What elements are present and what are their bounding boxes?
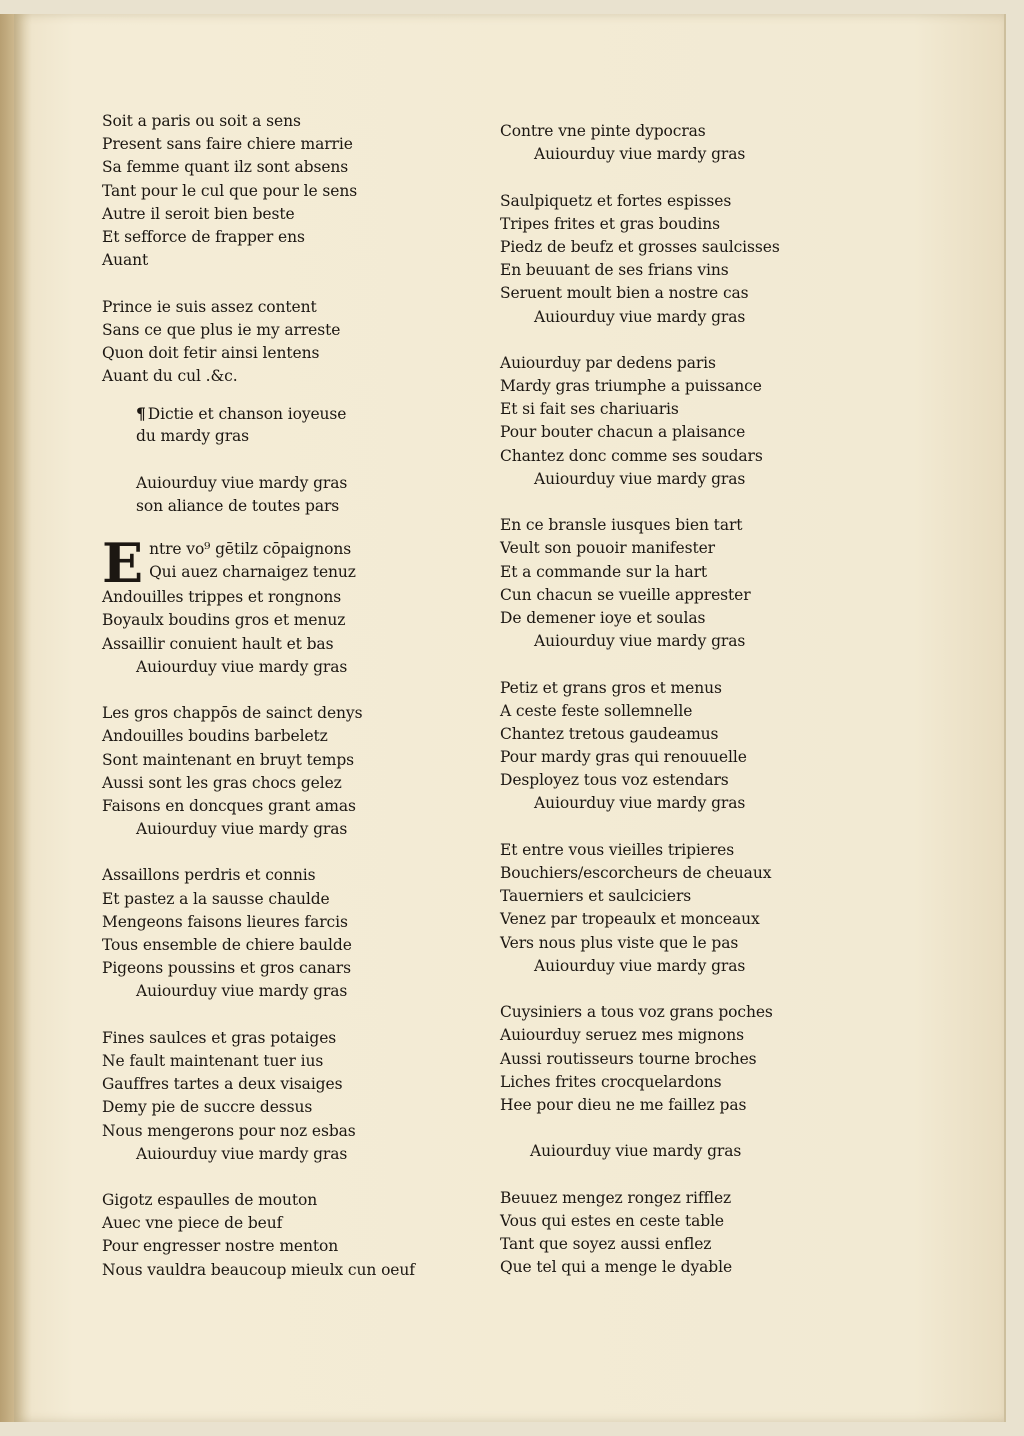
- verse-line: Liches frites crocquelardons: [500, 1072, 722, 1091]
- verse-line: Mardy gras triumphe a puissance: [500, 377, 762, 396]
- verse-line: Fines saulces et gras potaiges: [102, 1028, 337, 1047]
- stanza: [102, 1027, 462, 1166]
- refrain-line: Auiourduy viue mardy gras: [534, 794, 746, 813]
- verse-line: Auant: [102, 251, 149, 270]
- verse-line: Et entre vous vieilles tripieres: [500, 840, 735, 859]
- verse-line: Chantez tretous gaudeamus: [500, 724, 719, 743]
- show-through-text: [830, 110, 990, 1150]
- refrain-line: Auiourduy viue mardy gras: [530, 1142, 742, 1161]
- verse-line: Auiourduy seruez mes mignons: [500, 1026, 745, 1045]
- drop-cap: E: [102, 531, 144, 596]
- verse-line: Sont maintenant en bruyt temps: [102, 750, 355, 769]
- verse-line: Venez par tropeaulx et monceaux: [500, 910, 760, 929]
- stanza: [500, 120, 800, 166]
- verse-line: Et si fait ses chariuaris: [500, 400, 679, 419]
- stanza: [102, 864, 462, 1003]
- verse-line: Pour engresser nostre menton: [102, 1237, 339, 1256]
- verse-line: ntre vo⁹ gētilz cōpaignons: [149, 540, 352, 559]
- stanza: [500, 839, 800, 978]
- verse-line: De demener ioye et soulas: [500, 608, 706, 627]
- stanza: [102, 702, 462, 841]
- verse-line: Aussi routisseurs tourne broches: [500, 1049, 757, 1068]
- verse-line: Pigeons poussins et gros canars: [102, 959, 351, 978]
- verse-line: Bouchiers/escorcheurs de cheuaux: [500, 864, 772, 882]
- verse-line: Auant du cul .&c.: [102, 367, 238, 386]
- verse-line: Ne fault maintenant tuer ius: [102, 1051, 324, 1070]
- verse-line: Auec vne piece de beuf: [102, 1214, 283, 1233]
- stanza: [500, 514, 800, 653]
- verse-line: Andouilles boudins barbeletz: [102, 727, 328, 746]
- verse-line: Soit a paris ou soit a sens: [102, 112, 301, 130]
- verse-line: En ce bransle iusques bien tart: [500, 516, 743, 535]
- stanza: [500, 1001, 800, 1117]
- verse-line: Boyaulx boudins gros et menuz: [102, 611, 346, 630]
- stanza: [500, 190, 800, 329]
- verse-line: Piedz de beufz et grosses saulcisses: [500, 237, 780, 256]
- refrain-line: Auiourduy viue mardy gras: [136, 982, 348, 1001]
- verse-line: Gigotz espaulles de mouton: [102, 1191, 318, 1210]
- refrain-line: Auiourduy viue mardy gras: [136, 1144, 348, 1163]
- verse-line: Contre vne pinte dypocras: [500, 122, 706, 140]
- verse-line: Sa femme quant ilz sont absens: [102, 158, 349, 177]
- refrain-line: Auiourduy viue mardy gras: [136, 820, 348, 839]
- refrain-line: Auiourduy viue mardy gras: [534, 956, 746, 975]
- verse-line: Tauerniers et saulciciers: [500, 887, 692, 906]
- verse-line: Desployez tous voz estendars: [500, 771, 729, 790]
- stanza: [500, 1187, 800, 1280]
- verse-line: Tous ensemble de chiere baulde: [102, 936, 352, 954]
- poem-heading: [102, 402, 462, 448]
- verse-line: Present sans faire chiere marrie: [102, 135, 353, 154]
- refrain-intro: [102, 472, 462, 518]
- verse-line: En beuuant de ses frians vins: [500, 261, 729, 280]
- verse-line: Cun chacun se vueille apprester: [500, 585, 751, 604]
- verse-line: Saulpiquetz et fortes espisses: [500, 191, 732, 210]
- verse-line: Pour mardy gras qui renouuelle: [500, 748, 747, 767]
- verse-line: Gauffres tartes a deux visaiges: [102, 1075, 343, 1094]
- stanza: [102, 296, 462, 389]
- stanza: [500, 677, 800, 816]
- refrain-line: Auiourduy viue mardy gras: [534, 307, 746, 326]
- verse-line: Et sefforce de frapper ens: [102, 227, 305, 246]
- verse-line: Prince ie suis assez content: [102, 297, 317, 316]
- refrain-line: Auiourduy viue mardy gras: [534, 145, 746, 164]
- verse-line: Tripes frites et gras boudins: [500, 214, 721, 233]
- verse-line: Pour bouter chacun a plaisance: [500, 423, 746, 442]
- verse-line: Hee pour dieu ne me faillez pas: [500, 1095, 747, 1114]
- verse-line: Assaillir conuient hault et bas: [102, 634, 334, 653]
- verse-line: Et pastez a la sausse chaulde: [102, 889, 330, 908]
- verse-line: Autre il seroit bien beste: [102, 204, 295, 223]
- stanza: [500, 352, 800, 491]
- verse-line: Et a commande sur la hart: [500, 562, 708, 581]
- verse-line: Auiourduy par dedens paris: [500, 353, 716, 372]
- verse-line: Nous vauldra beaucoup mieulx cun oeuf: [102, 1260, 415, 1279]
- verse-line: Cuysiniers a tous voz grans poches: [500, 1003, 773, 1022]
- verse-line: Sans ce que plus ie my arreste: [102, 320, 341, 339]
- verse-line: Beuuez mengez rongez rifflez: [500, 1188, 732, 1207]
- verse-line: Mengeons faisons lieures farcis: [102, 912, 348, 931]
- right-column: [500, 120, 800, 1279]
- stanza: [102, 531, 462, 679]
- pilcrow-icon: ¶: [136, 404, 146, 424]
- heading-line: Dictie et chanson ioyeuse: [147, 405, 347, 424]
- stanza: [102, 1189, 462, 1282]
- verse-line: Auiourduy viue mardy gras: [136, 473, 348, 492]
- verse-line: Qui auez charnaigez tenuz: [149, 563, 356, 582]
- refrain-line: Auiourduy viue mardy gras: [534, 632, 746, 651]
- verse-line: Petiz et grans gros et menus: [500, 678, 722, 697]
- verse-line: Les gros chappōs de sainct denys: [102, 704, 363, 723]
- verse-line: Quon doit fetir ainsi lentens: [102, 343, 320, 362]
- verse-line: Assaillons perdris et connis: [102, 866, 316, 885]
- left-column: [102, 110, 462, 1282]
- verse-line: Seruent moult bien a nostre cas: [500, 284, 749, 303]
- stanza: [102, 110, 462, 272]
- verse-line: Veult son pouoir manifester: [500, 539, 715, 558]
- verse-line: Faisons en doncques grant amas: [102, 796, 356, 815]
- verse-line: Demy pie de succre dessus: [102, 1098, 313, 1117]
- verse-line: Tant que soyez aussi enflez: [500, 1235, 712, 1253]
- verse-line: Tant pour le cul que pour le sens: [102, 181, 358, 200]
- verse-line: Chantez donc comme ses soudars: [500, 446, 763, 465]
- verse-line: Vous qui estes en ceste table: [500, 1211, 725, 1230]
- verse-line: Vers nous plus viste que le pas: [500, 933, 739, 952]
- verse-line: Nous mengerons pour noz esbas: [102, 1121, 356, 1140]
- verse-line: A ceste feste sollemnelle: [500, 701, 693, 720]
- verse-line: Que tel qui a menge le dyable: [500, 1258, 733, 1277]
- verse-line: son aliance de toutes pars: [136, 497, 340, 515]
- verse-line: Andouilles trippes et rongnons: [102, 588, 342, 607]
- refrain-line: Auiourduy viue mardy gras: [534, 469, 746, 488]
- verse-line: Aussi sont les gras chocs gelez: [102, 773, 342, 792]
- refrain-line: Auiourduy viue mardy gras: [136, 657, 348, 676]
- heading-line: du mardy gras: [136, 427, 250, 446]
